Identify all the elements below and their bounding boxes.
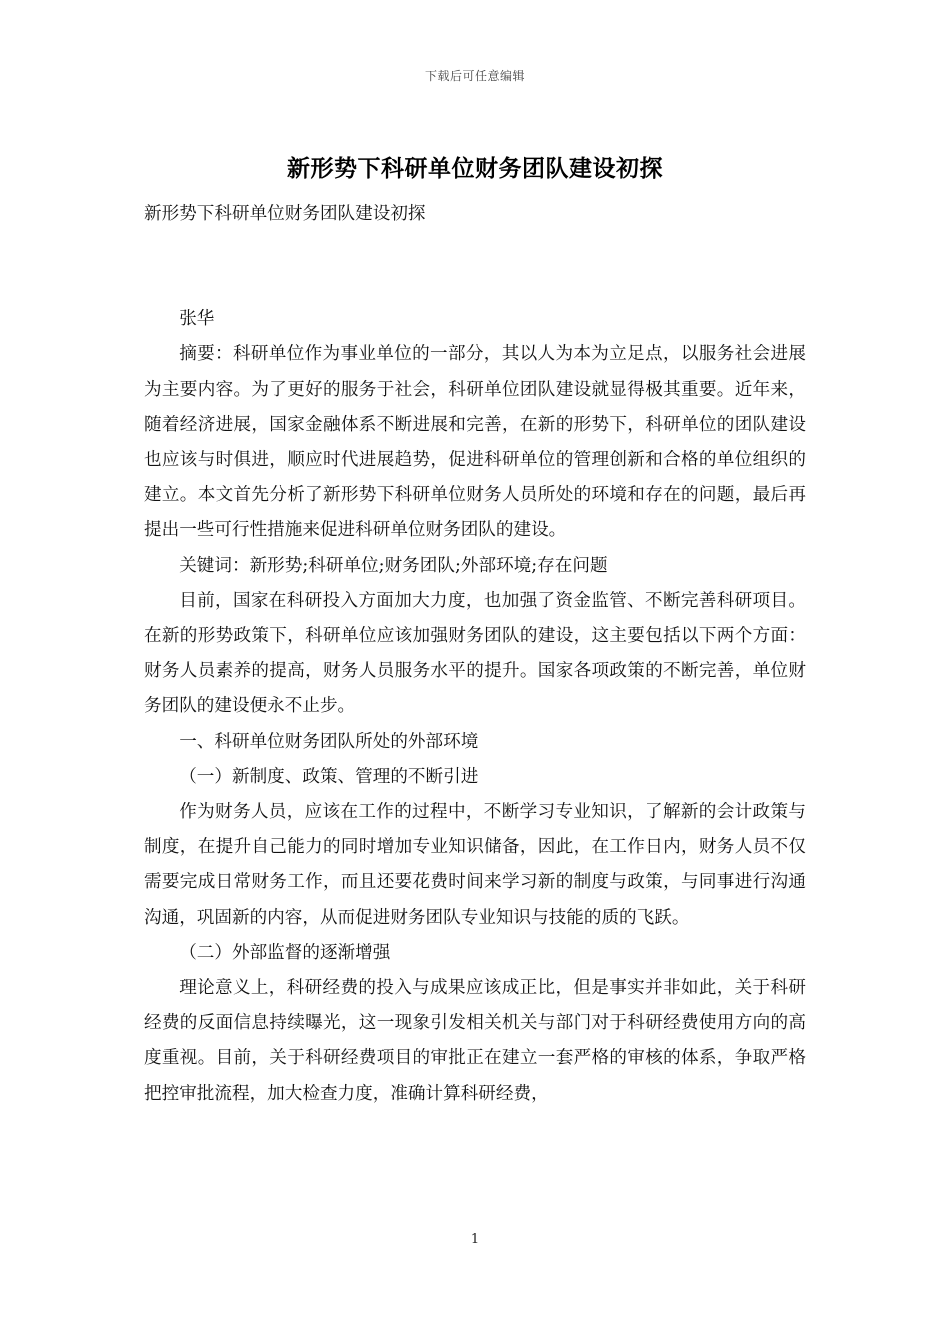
- intro-paragraph: 目前，国家在科研投入方面加大力度，也加强了资金监管、不断完善科研项目。在新的形势政策下，科研单位应该加强财务团队的建设，这主要包括以下两个方面：财务人员素养的提高，财务人员服务水平的提升。国家各项政策的不断完善，单位财务团队的建设便永不止步。: [144, 590, 806, 717]
- spacer: [144, 232, 806, 302]
- document-subtitle: 新形势下科研单位财务团队建设初探: [144, 204, 426, 224]
- header-note: 下载后可任意编辑: [424, 69, 525, 83]
- document-title: 新形势下科研单位财务团队建设初探: [287, 155, 663, 182]
- subsection-heading-1: （一）新制度、政策、管理的不断引进: [179, 766, 479, 787]
- keywords-line: 关键词：新形势;科研单位;财务团队;外部环境;存在问题: [179, 555, 608, 576]
- abstract-paragraph: 摘要：科研单位作为事业单位的一部分，其以人为本为立足点，以服务社会进展为主要内容。为了更好的服务于社会，科研单位团队建设就显得极其重要。近年来，随着经济进展，国家金融体系不断进展和完善，在新的形势下，科研单位的团队建设也应该与时俱进，顺应时代进展趋势，促进科研单位的管理创新和合格的单位组织的建立。本文首先分析了新形势下科研单位财务人员所处的环境和存在的问题，最后再提出一些可行性措施来促进科研单位财务团队的建设。: [144, 344, 806, 541]
- page-number: 1: [470, 1232, 480, 1247]
- subsection-paragraph-1: 作为财务人员，应该在工作的过程中，不断学习专业知识，了解新的会计政策与制度，在提升自己能力的同时增加专业知识储备，因此，在工作日内，财务人员不仅需要完成日常财务工作，而且还要花费时间来学习新的制度与政策，与同事进行沟通沟通，巩固新的内容，从而促进财务团队专业知识与技能的质的飞跃。: [144, 802, 806, 928]
- section-heading-1: 一、科研单位财务团队所处的外部环境: [179, 731, 479, 752]
- subsection-heading-2: （二）外部监督的逐渐增强: [179, 942, 391, 963]
- subsection-paragraph-2: 理论意义上，科研经费的投入与成果应该成正比，但是事实并非如此，关于科研经费的反面信息持续曝光，这一现象引发相关机关与部门对于科研经费使用方向的高度重视。目前，关于科研经费项目的审批正在建立一套严格的审核的体系，争取严格把控审批流程，加大检查力度，准确计算科研经费，: [144, 978, 806, 1104]
- author-name: 张华: [179, 309, 215, 330]
- document-body: [144, 197, 806, 1112]
